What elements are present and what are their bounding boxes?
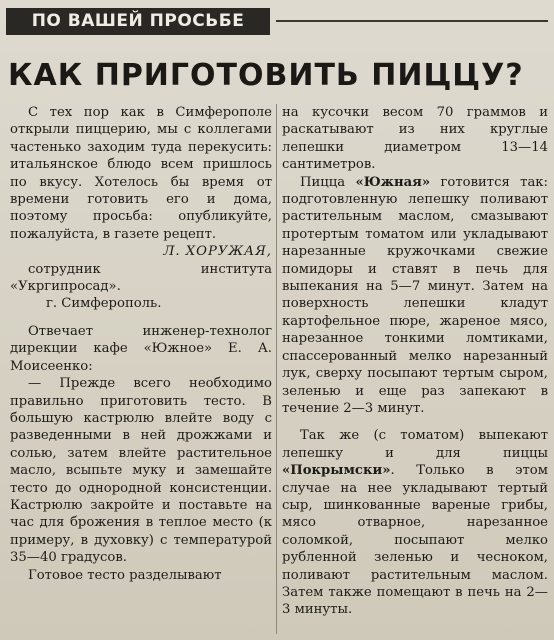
right-column	[282, 104, 548, 619]
left-column	[10, 104, 272, 584]
answer-paragraph-1: — Прежде всего необходимо правильно приготовить тесто. В большую кастрюлю влейте воду с разведенными в ней дрожжами и солью, затем влейте растительное масло, всыпьте муку и замешайте тесто до однородной консистенции. Кастрюлю закройте и поставьте на час для брожения в теплое место (к примеру, в духовку) с температурой 35—40 градусов.	[10, 376, 272, 566]
letter-city: г. Симферополь.	[46, 296, 162, 312]
answer-intro: Отвечает инженер-технолог дирекции кафе «Южное» Е. А. Моисеенко:	[10, 323, 272, 374]
letter-affiliation: сотрудник института «Укргипросад».	[10, 261, 272, 295]
answer-paragraph-2-end: на кусочки весом 70 граммов и раскатывают из них круглые лепешки диаметром 13—14 сантиметров.	[282, 105, 548, 173]
article-headline: КАК ПРИГОТОВИТЬ ПИЦЦУ?	[8, 58, 524, 93]
rubric-banner: ПО ВАШЕЙ ПРОСЬБЕ	[6, 8, 270, 35]
answer-paragraph-4: Так же (с томатом) выпекают лепешку и для пиццы «Покрымски». Только в этом случае на нее укладывают тертый сыр, шинкованные вареные грибы, мясо отварное, нарезанное соломкой, посыпают мелко рубленной зеленью и чесноком, поливают растительным маслом. Затем также помещают в печь на 2—3 минуты.	[282, 428, 548, 618]
letter-author: Л. ХОРУЖАЯ,	[163, 244, 272, 260]
reader-letter: С тех пор как в Симферополе открыли пиццерию, мы с коллегами частенько заходим туда перекусить: итальянское блюдо всем пришлось по вкусу. Хотелось бы время от времени готовить его и дома, поэтому просьба: опубликуйте, пожалуйста, в газете рецепт.	[10, 105, 272, 242]
answer-paragraph-3: Пицца «Южная» готовится так: подготовленную лепешку поливают растительным маслом, смазывают протертым томатом или укладывают нарезанные кружочками свежие помидоры и ставят в печь для выпекания на 5—7 минут. Затем на поверхность лепешки кладут картофельное пюре, жареное мясо, нарезанное тонкими ломтиками, спассерованный мелко нарезанный лук, сверху посыпают тертым сыром, зеленью и еще раз запекают в течение 2—3 минут.	[282, 174, 548, 416]
answer-paragraph-2-start: Готовое тесто разделывают	[28, 567, 222, 583]
column-divider	[276, 104, 277, 634]
pizza-name-yuzhnaya: «Южная»	[355, 174, 431, 190]
pizza-name-pokrymski: «Покрымски»	[282, 463, 391, 479]
rubric-rule	[276, 20, 548, 22]
